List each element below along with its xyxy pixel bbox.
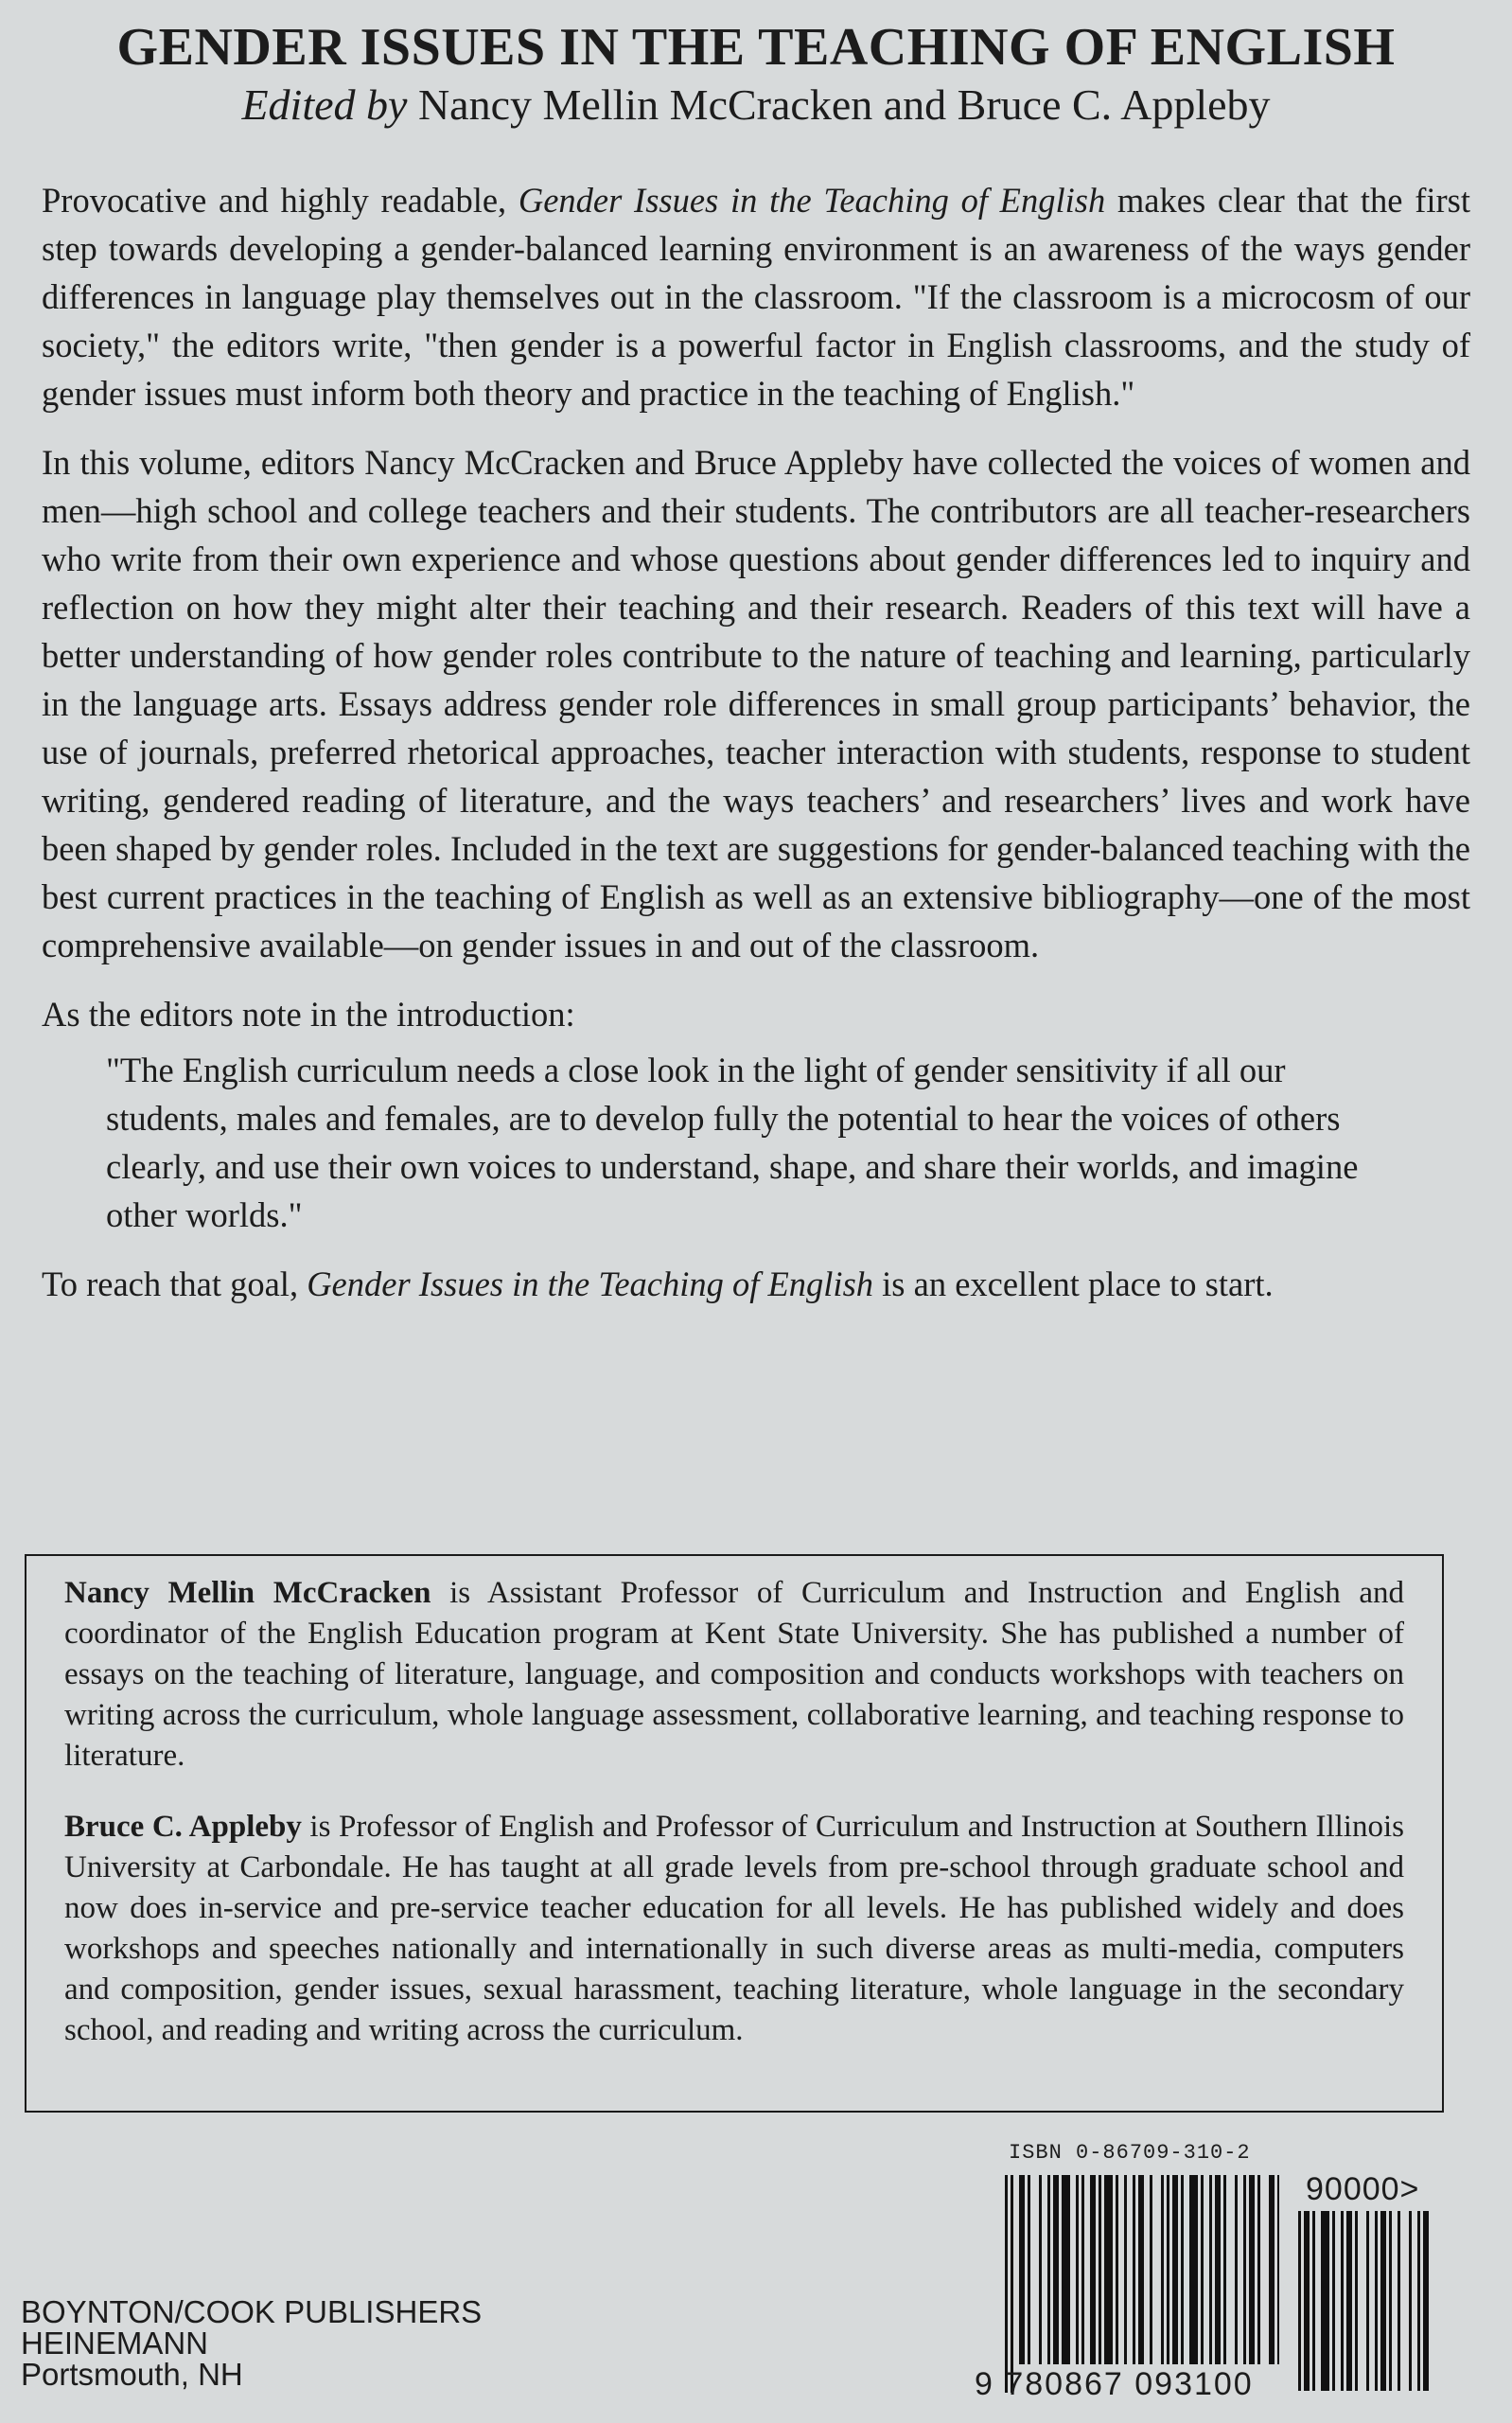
barcode-bar <box>1223 2175 1226 2364</box>
barcode-bar <box>1138 2175 1144 2364</box>
barcode-bar <box>1375 2211 1378 2391</box>
barcode-bar <box>1124 2175 1127 2364</box>
barcode-bar <box>1341 2211 1344 2391</box>
publisher-line-2: HEINEMANN <box>21 2326 209 2361</box>
barcode-bar <box>1053 2175 1059 2364</box>
barcode-bar <box>1104 2175 1113 2364</box>
barcode-bar <box>1366 2211 1369 2391</box>
book-title-italic: Gender Issues in the Teaching of English <box>518 181 1106 220</box>
barcode-bar <box>1039 2175 1042 2364</box>
barcode-bar <box>1116 2175 1118 2364</box>
barcode-bar <box>1321 2211 1329 2391</box>
barcode-bar <box>1005 2175 1008 2393</box>
bio-appleby: Bruce C. Appleby is Professor of English and Professor of Curriculum and Instruction at Southern Illinois University at Carbondale. He has taught at all grade levels from pre-school through graduate school and now does in-service and pre-service teacher education for all levels. He has published widely and does workshops and speeches nationally and internationally in such diverse areas as multi-media, computers and composition, gender issues, sexual harassment, teaching literature, whole language in the secondary school, and reading and writing across the curriculum. <box>64 1810 1404 2047</box>
barcode-bar <box>1304 2211 1310 2391</box>
description <box>42 176 1470 1329</box>
barcode-bar <box>1249 2175 1255 2364</box>
barcode-bar <box>1332 2211 1335 2391</box>
bio-name: Bruce C. Appleby <box>64 1810 302 1844</box>
barcode-bar <box>1380 2211 1386 2391</box>
barcode-bar <box>1409 2211 1412 2391</box>
description-paragraph-3: As the editors note in the introduction: <box>42 995 575 1034</box>
barcode-bar <box>1076 2175 1079 2364</box>
publisher-line-1: BOYNTON/COOK PUBLISHERS <box>21 2294 483 2329</box>
barcode-bar <box>1172 2175 1178 2364</box>
book-title-italic: Gender Issues in the Teaching of English <box>307 1265 874 1303</box>
barcode-bar <box>1312 2211 1315 2391</box>
isbn-barcode <box>1005 2175 1279 2393</box>
barcode-bar <box>1298 2211 1301 2391</box>
barcode-bar <box>1398 2211 1400 2391</box>
description-paragraph-1: Provocative and highly readable, Gender Issues in the Teaching of English makes clear that the first step towards developing a gender-balanced learning environment is an awareness of the ways gender differences in language play themselves out in the classroom. "If the classroom is a microcosm of our society," the editors write, "then gender is a powerful factor in English classrooms, and the study of gender issues must inform both theory and practice in the teaching of English." <box>42 181 1471 413</box>
barcode-bar <box>1019 2175 1025 2364</box>
editors-quote: "The English curriculum needs a close look in the light of gender sensitivity if all our students, males and females, are to develop fully the potential to hear the voices of others clearly, and use their own voices to understand, shape, and share their worlds, and imagine other worlds." <box>106 1051 1359 1234</box>
barcode-bar <box>1417 2211 1420 2391</box>
price-addon-barcode <box>1298 2211 1431 2391</box>
publisher-line-3: Portsmouth, NH <box>21 2357 243 2392</box>
barcode-bar <box>1201 2175 1204 2364</box>
barcode-bar <box>1355 2211 1358 2391</box>
editors-line <box>0 80 1512 130</box>
barcode-bar <box>1161 2175 1164 2364</box>
bio-mccracken: Nancy Mellin McCracken is Assistant Professor of Curriculum and Instruction and English and coordinator of the English Education program at Kent State University. She has published a number of essays on the teaching of literature, language, and composition and conducts workshops with teachers on writing across the curriculum, whole language assessment, collaborative learning, and teaching response to literature. <box>64 1576 1404 1773</box>
barcode-bar <box>1215 2175 1221 2364</box>
barcode-bar <box>1150 2175 1152 2364</box>
author-bios-box <box>25 1554 1444 2113</box>
barcode-bar <box>1277 2175 1279 2364</box>
barcode-bar <box>1081 2175 1084 2364</box>
barcode-bar <box>1423 2211 1429 2391</box>
description-paragraph-2: In this volume, editors Nancy McCracken and Bruce Appleby have collected the voices of women and men—high school and college teachers and their students. The contributors are all teacher-researchers who write from their own experience and whose questions about gender differences led to inquiry and reflection on how they might alter their teaching and their research. Readers of this text will have a better understanding of how gender roles contribute to the nature of teaching and learning, particularly in the language arts. Essays address gender role differences in small group participants’ behavior, the use of journals, preferred rhetorical approaches, teacher interaction with students, response to student writing, gendered reading of literature, and the ways teachers’ and researchers’ lives and work have been shaped by gender roles. Included in the text are suggestions for gender-balanced teaching with the best current practices in the teaching of English as well as an extensive bibliography—one of the most comprehensive available—on gender issues in and out of the classroom. <box>42 443 1470 964</box>
barcode-bar <box>1346 2211 1352 2391</box>
barcode-bar <box>1235 2175 1238 2364</box>
publisher-block <box>21 2296 482 2390</box>
barcode-bar <box>1209 2175 1212 2364</box>
bio-name: Nancy Mellin McCracken <box>64 1576 431 1610</box>
barcode-bar <box>1028 2175 1030 2364</box>
barcode-bar <box>1257 2175 1260 2364</box>
barcode-bar <box>1099 2175 1101 2364</box>
barcode-bar <box>1389 2211 1392 2391</box>
barcode-bar <box>1090 2175 1096 2364</box>
editors-names: Nancy Mellin McCracken and Bruce C. Appleby <box>417 80 1271 129</box>
edited-by-label: Edited by <box>241 80 408 129</box>
isbn-label: ISBN 0-86709-310-2 <box>1009 2141 1251 2165</box>
barcode-bar <box>1167 2175 1169 2364</box>
barcode-bar <box>1189 2175 1198 2364</box>
closing-paragraph: To reach that goal, Gender Issues in the Teaching of English is an excellent place to start. <box>42 1265 1274 1303</box>
barcode-bar <box>1269 2175 1275 2364</box>
barcode-bar <box>1243 2175 1246 2364</box>
ean-digits: 9 780867 093100 <box>975 2366 1254 2402</box>
price-addon-digits: 90000> <box>1306 2171 1420 2207</box>
book-title: GENDER ISSUES IN THE TEACHING OF ENGLISH <box>116 18 1396 77</box>
barcode-bar <box>1133 2175 1135 2364</box>
barcode-bar <box>1047 2175 1050 2364</box>
barcode-bar <box>1181 2175 1184 2364</box>
barcode-bar <box>1062 2175 1070 2364</box>
barcode-bar <box>1011 2175 1013 2393</box>
